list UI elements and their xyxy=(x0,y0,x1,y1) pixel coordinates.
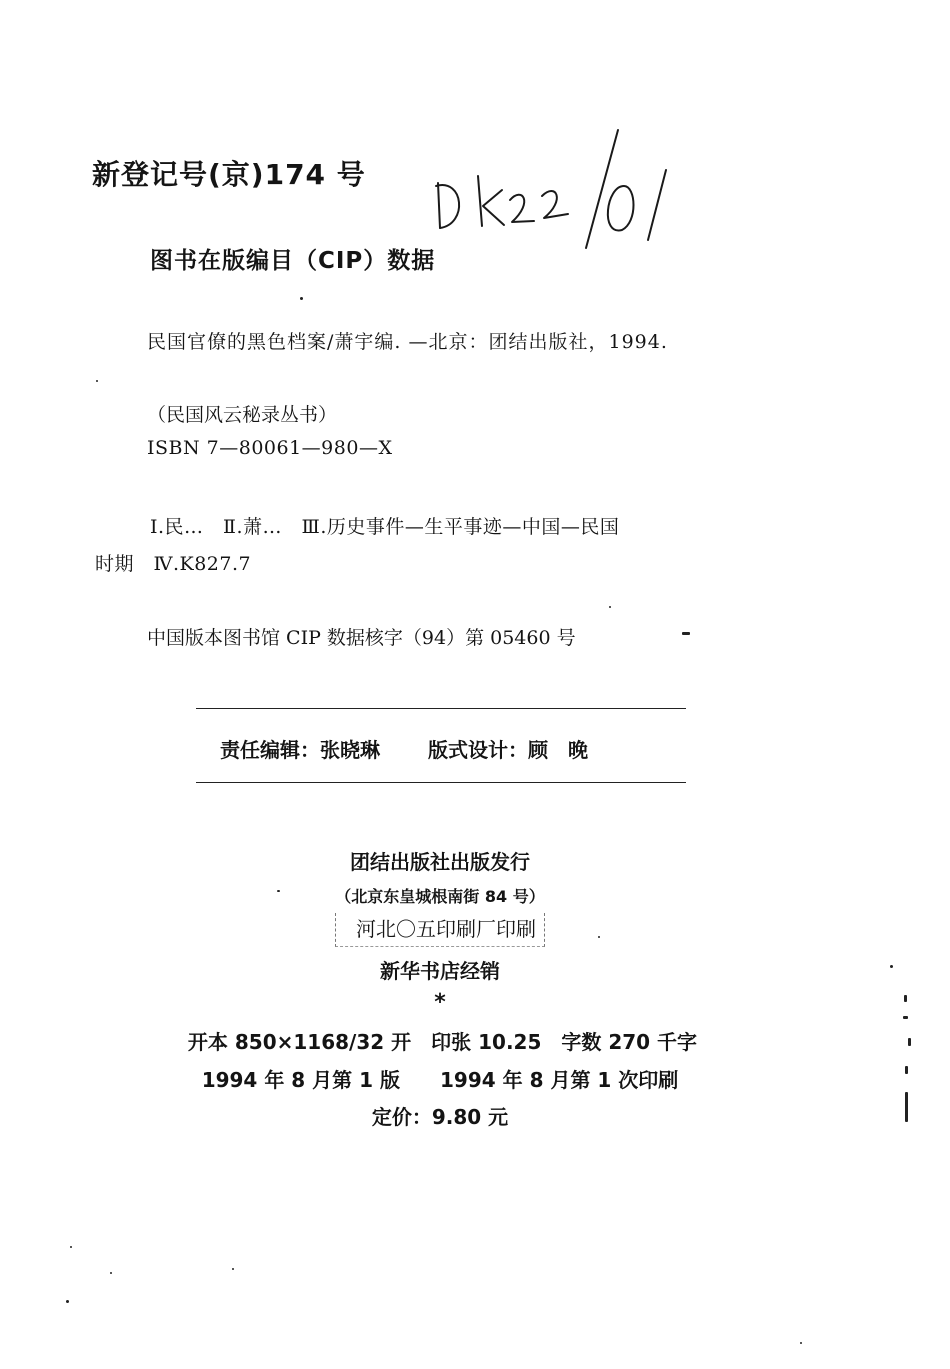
registration-number: 新登记号(京)174 号 xyxy=(92,158,366,191)
format-specs: 开本 850×1168/32 开 印张 10.25 字数 270 千字 xyxy=(187,1030,698,1054)
price: 定价：9.80 元 xyxy=(371,1105,509,1129)
scan-speck xyxy=(682,632,690,635)
handwritten-note xyxy=(430,128,680,258)
publisher-line: 团结出版社出版发行 xyxy=(350,850,530,874)
separator-star: * xyxy=(434,990,446,1015)
publisher-address: （北京东皇城根南街 84 号） xyxy=(335,887,545,906)
printer-name: 河北〇五印刷厂印刷 xyxy=(335,913,545,947)
scan-speck xyxy=(800,1342,802,1344)
scan-speck xyxy=(66,1300,69,1303)
divider-top xyxy=(196,708,686,709)
scan-speck xyxy=(904,995,907,1002)
scan-speck xyxy=(905,1092,908,1122)
scan-speck xyxy=(890,965,893,968)
scan-speck xyxy=(609,606,611,608)
scan-speck xyxy=(96,380,98,382)
edition-info: 1994 年 8 月第 1 版 1994 年 8 月第 1 次印刷 xyxy=(201,1068,679,1092)
scan-speck xyxy=(908,1038,911,1046)
printer-line xyxy=(0,913,880,947)
scan-speck xyxy=(903,1016,908,1019)
distributor-line: 新华书店经销 xyxy=(380,959,500,983)
editor-credit: 责任编辑：张晓琳 xyxy=(220,738,380,762)
divider-bottom xyxy=(196,782,686,783)
scan-speck xyxy=(598,936,600,938)
scan-speck xyxy=(905,1066,908,1074)
scan-speck xyxy=(232,1268,234,1270)
credits xyxy=(220,734,588,763)
cip-subject-line: Ⅰ.民… Ⅱ.萧… Ⅲ.历史事件—生平事迹—中国—民国 xyxy=(150,516,620,538)
cip-title-line: 民国官僚的黑色档案/萧宇编. —北京：团结出版社，1994. xyxy=(147,331,668,353)
scan-speck xyxy=(277,890,280,892)
cip-isbn: ISBN 7—80061—980—X xyxy=(147,437,393,459)
scan-speck xyxy=(110,1272,112,1274)
cip-heading: 图书在版编目（CIP）数据 xyxy=(150,248,436,274)
scan-speck xyxy=(300,297,303,300)
designer-credit: 版式设计：顾 晚 xyxy=(428,738,588,762)
cip-verification: 中国版本图书馆 CIP 数据核字（94）第 05460 号 xyxy=(147,627,576,649)
scan-speck xyxy=(70,1246,72,1248)
cip-series: （民国风云秘录丛书） xyxy=(147,404,338,426)
cip-subject-line-continued: 时期 Ⅳ.K827.7 xyxy=(95,553,252,575)
